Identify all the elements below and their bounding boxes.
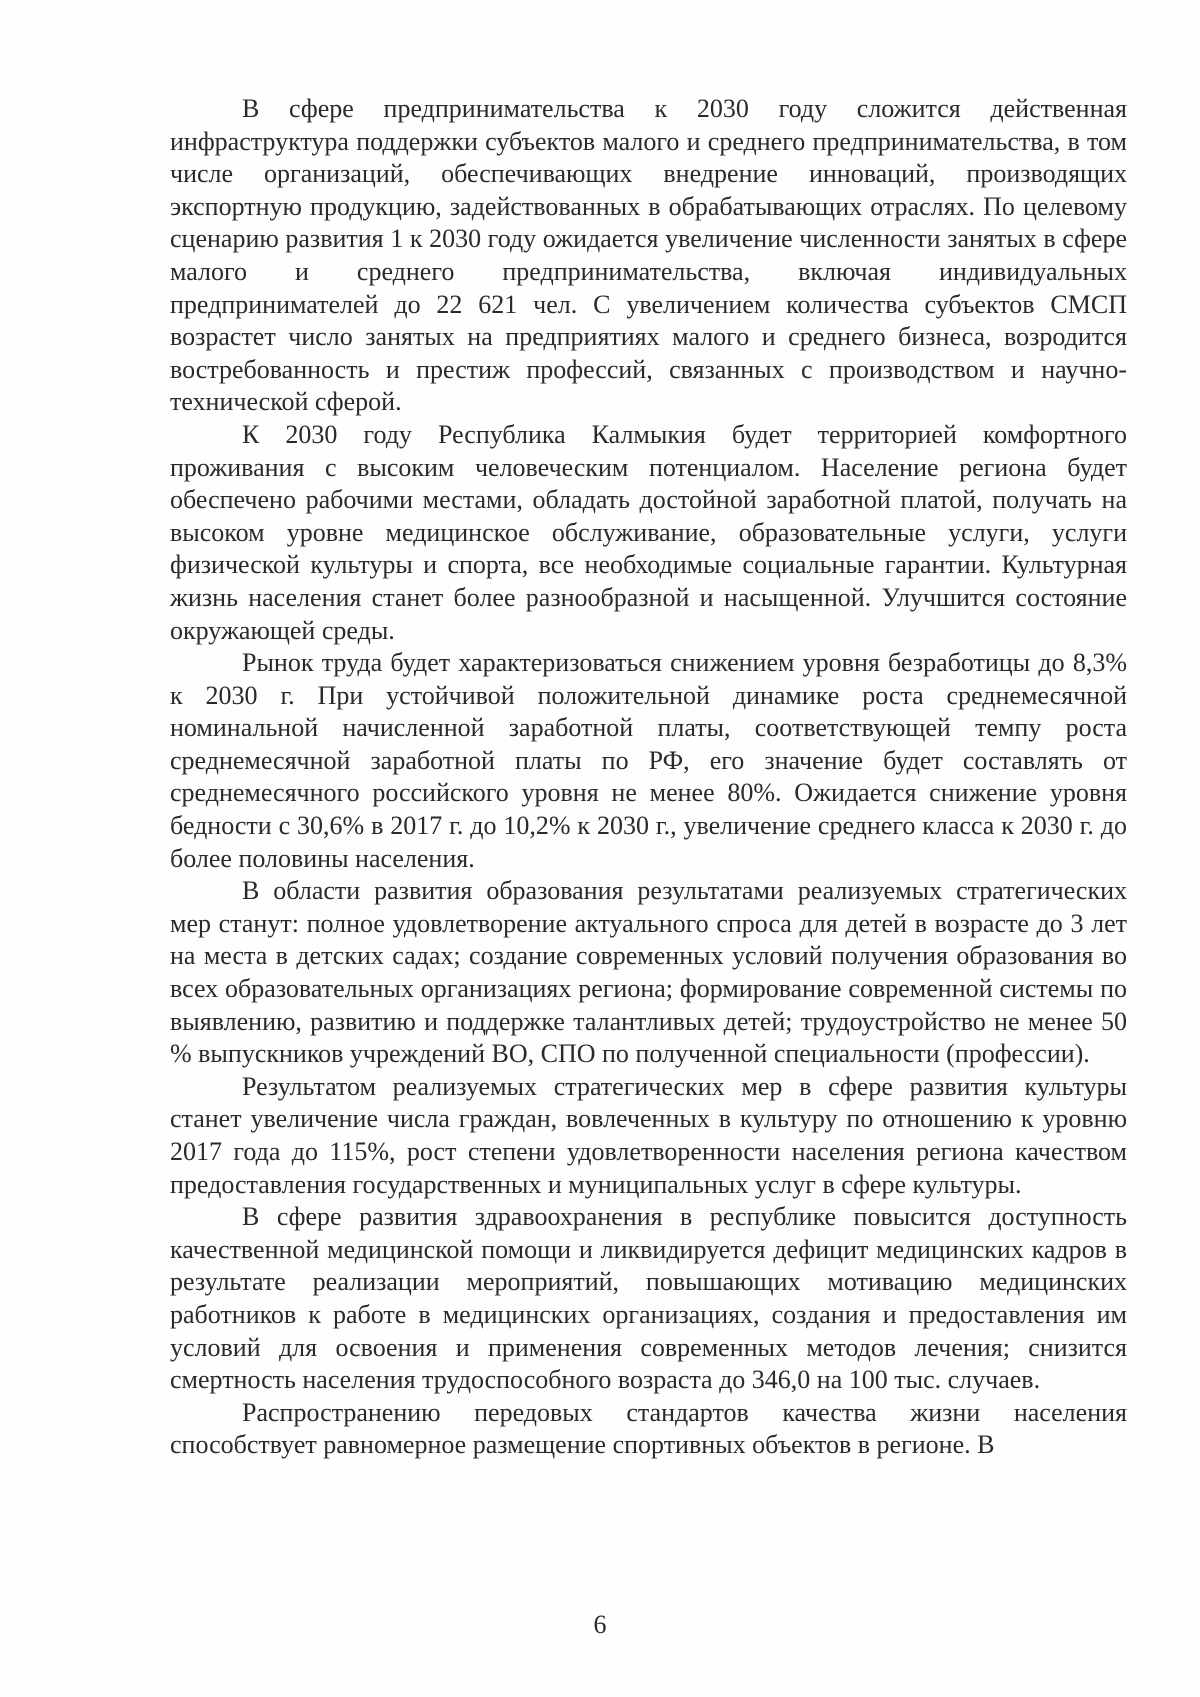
paragraph-labor-market: Рынок труда будет характеризоваться снижением уровня безработицы до 8,3% к 2030 г. При устойчивой положительной динамике роста среднемесячной номинальной начисленной заработной платы, соответствующей темпу роста среднемесячной заработной платы по РФ, его значение будет составлять от среднемесячного российского уровня не менее 80%. Ожидается снижение уровня бедности с 30,6% в 2017 г. до 10,2% к 2030 г., увеличение среднего класса к 2030 г. до более половины населения. <box>170 648 1127 873</box>
paragraph-culture: Результатом реализуемых стратегических мер в сфере развития культуры станет увеличение числа граждан, вовлеченных в культуру по отношению к уровню 2017 года до 115%, рост степени удовлетворенности населения региона качеством предоставления государственных и муниципальных услуг в сфере культуры. <box>170 1071 1127 1199</box>
paragraph-living-comfort: К 2030 году Республика Калмыкия будет территорией комфортного проживания с высоким человеческим потенциалом. Население региона будет обеспечено рабочими местами, обладать достойной заработной платой, получать на высоком уровне медицинское обслуживание, образовательные услуги, услуги физической культуры и спорта, все необходимые социальные гарантии. Культурная жизнь населения станет более разнообразной и насыщенной. Улучшится состояние окружающей среды. <box>170 419 1127 645</box>
paragraph-healthcare: В сфере развития здравоохранения в республике повысится доступность качественной медицинской помощи и ликвидируется дефицит медицинских кадров в результате реализации мероприятий, повышающих мотивацию медицинских работников к работе в медицинских организациях, создания и предоставления им условий для освоения и применения современных методов лечения; снизится смертность населения трудоспособного возраста до 346,0 на 100 тыс. случаев. <box>170 1202 1127 1395</box>
paragraph-sports: Распространению передовых стандартов качества жизни населения способствует равномерное размещение спортивных объектов в регионе. В <box>170 1397 1127 1460</box>
document-body <box>170 93 1127 1462</box>
page-number: 6 <box>593 1610 607 1639</box>
paragraph-entrepreneurship: В сфере предпринимательства к 2030 году сложится действенная инфраструктура поддержки субъектов малого и среднего предпринимательства, в том числе организаций, обеспечивающих внедрение инноваций, производящих экспортную продукцию, задействованных в обрабатывающих отраслях. По целевому сценарию развития 1 к 2030 году ожидается увеличение численности занятых в сфере малого и среднего предпринимательства, включая индивидуальных предпринимателей до 22 621 чел. С увеличением количества субъектов СМСП возрастет число занятых на предприятиях малого и среднего бизнеса, возродится востребованность и престиж профессий, связанных с производством и научно-технической сферой. <box>170 94 1127 417</box>
paragraph-education: В области развития образования результатами реализуемых стратегических мер станут: полное удовлетворение актуального спроса для детей в возрасте до 3 лет на места в детских садах; создание современных условий получения образования во всех образовательных организациях региона; формирование современной системы по выявлению, развитию и поддержке талантливых детей; трудоустройство не менее 50 % выпускников учреждений ВО, СПО по полученной специальности (профессии). <box>170 876 1127 1069</box>
